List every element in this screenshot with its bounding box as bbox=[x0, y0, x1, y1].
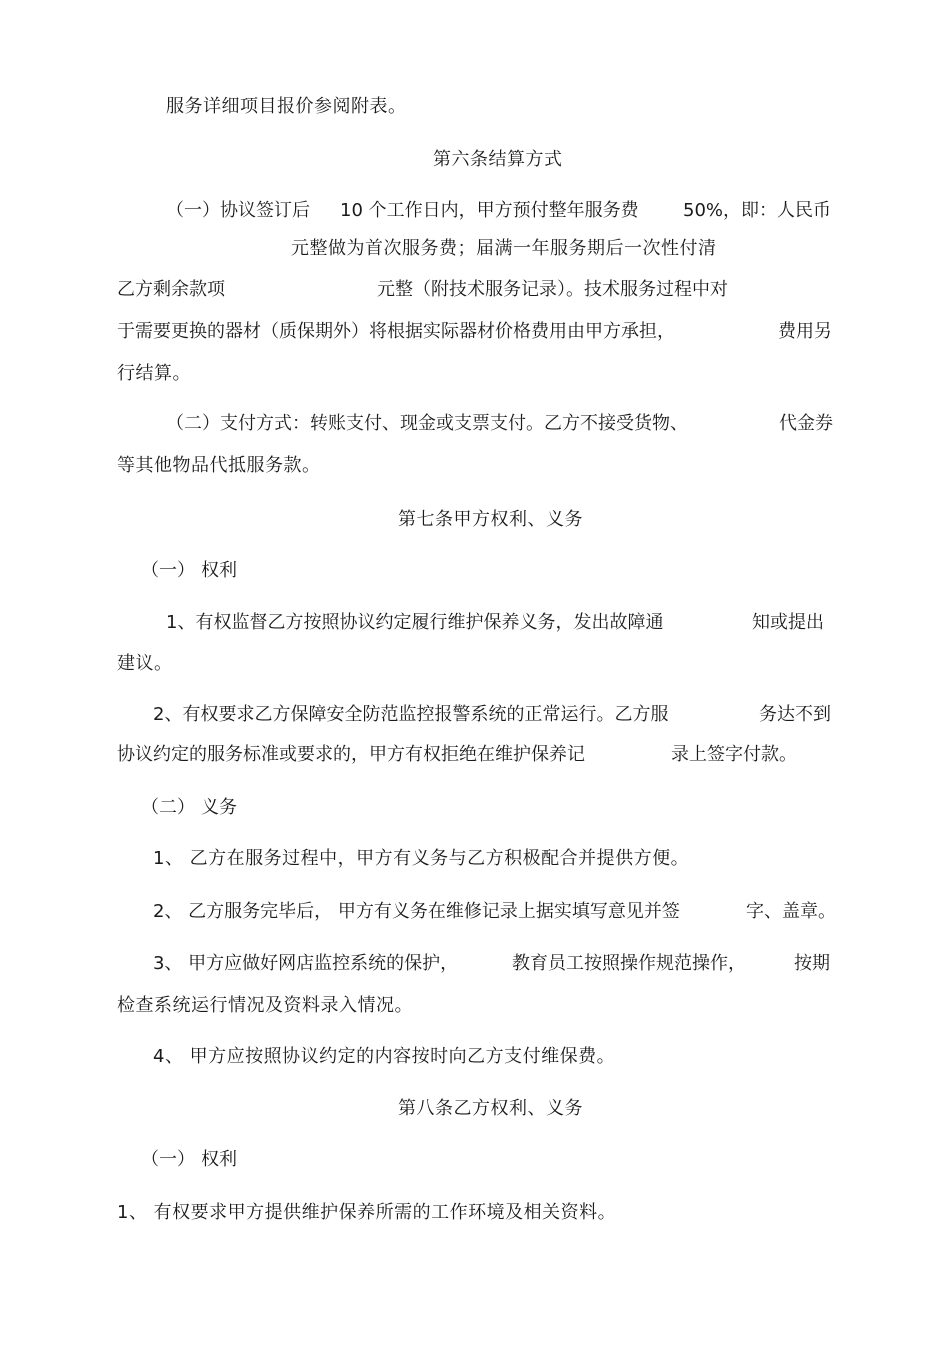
article-6-title: 第六条结算方式 bbox=[433, 149, 563, 170]
article-6-p1-line2: 元整做为首次服务费；届满一年服务期后一次性付清 bbox=[291, 238, 717, 259]
article-7-title: 第七条甲方权利、义务 bbox=[398, 509, 583, 530]
article-7-right-1-a: 1、有权监督乙方按照协议约定履行维护保养义务，发出故障通 bbox=[166, 612, 664, 633]
article-7-duty-2-b: 字、盖章。 bbox=[746, 901, 836, 922]
article-6-p1-part-b: 10 个工作日内，甲方预付整年服务费 bbox=[340, 200, 639, 221]
article-6-p1-line3-b: 元整（附技术服务记录）。技术服务过程中对 bbox=[377, 279, 728, 300]
intro-line: 服务详细项目报价参阅附表。 bbox=[166, 96, 407, 117]
article-7-duties-head-b: 义务 bbox=[201, 797, 237, 818]
article-7-duty-1: 1、 乙方在服务过程中，甲方有义务与乙方积极配合并提供方便。 bbox=[153, 848, 690, 869]
article-8-right-1: 1、 有权要求甲方提供维护保养所需的工作环境及相关资料。 bbox=[117, 1202, 617, 1223]
article-6-p2-part-b: 代金券 bbox=[779, 413, 833, 434]
article-7-rights-head-b: 权利 bbox=[201, 560, 237, 581]
article-6-p1-line3-a: 乙方剩余款项 bbox=[117, 279, 225, 300]
article-8-rights-head-b: 权利 bbox=[201, 1149, 237, 1170]
article-6-p1-part-c: 50%，即：人民币 bbox=[683, 200, 832, 221]
article-7-duty-3-a: 3、 甲方应做好网店监控系统的保护， bbox=[153, 953, 459, 974]
article-7-right-2-a: 2、有权要求乙方保障安全防范监控报警系统的正常运行。乙方服 bbox=[153, 704, 669, 725]
article-7-right-2-b: 务达不到 bbox=[759, 704, 831, 725]
article-7-duty-3-b: 教育员工按照操作规范操作， bbox=[512, 953, 746, 974]
article-7-duty-3-c: 按期 bbox=[794, 953, 830, 974]
article-6-p1-part-a: （一）协议签订后 bbox=[166, 200, 310, 221]
article-7-right-2-line2-b: 录上签字付款。 bbox=[671, 744, 797, 765]
article-7-duty-3-line2: 检查系统运行情况及资料录入情况。 bbox=[117, 995, 413, 1016]
article-6-p2-part-a: （二）支付方式：转账支付、现金或支票支付。乙方不接受货物、 bbox=[166, 413, 688, 434]
article-6-p2-line2: 等其他物品代抵服务款。 bbox=[117, 455, 321, 476]
article-7-right-1-b: 知或提出 bbox=[752, 612, 824, 633]
article-7-right-2-line2-a: 协议约定的服务标准或要求的，甲方有权拒绝在维护保养记 bbox=[117, 744, 585, 765]
article-6-p1-line5: 行结算。 bbox=[117, 363, 191, 384]
article-8-title: 第八条乙方权利、义务 bbox=[398, 1098, 583, 1119]
article-6-p1-line4-b: 费用另 bbox=[778, 321, 832, 342]
article-6-p1-line4-a: 于需要更换的器材（质保期外）将根据实际器材价格费用由甲方承担， bbox=[117, 321, 675, 342]
article-7-rights-head-a: （一） bbox=[141, 560, 195, 581]
article-8-rights-head-a: （一） bbox=[141, 1149, 195, 1170]
article-7-duties-head-a: （二） bbox=[141, 797, 195, 818]
article-7-duty-4: 4、 甲方应按照协议约定的内容按时向乙方支付维保费。 bbox=[153, 1046, 616, 1067]
article-7-right-1-line2: 建议。 bbox=[117, 653, 173, 674]
article-7-duty-2-a: 2、 乙方服务完毕后， 甲方有义务在维修记录上据实填写意见并签 bbox=[153, 901, 680, 922]
